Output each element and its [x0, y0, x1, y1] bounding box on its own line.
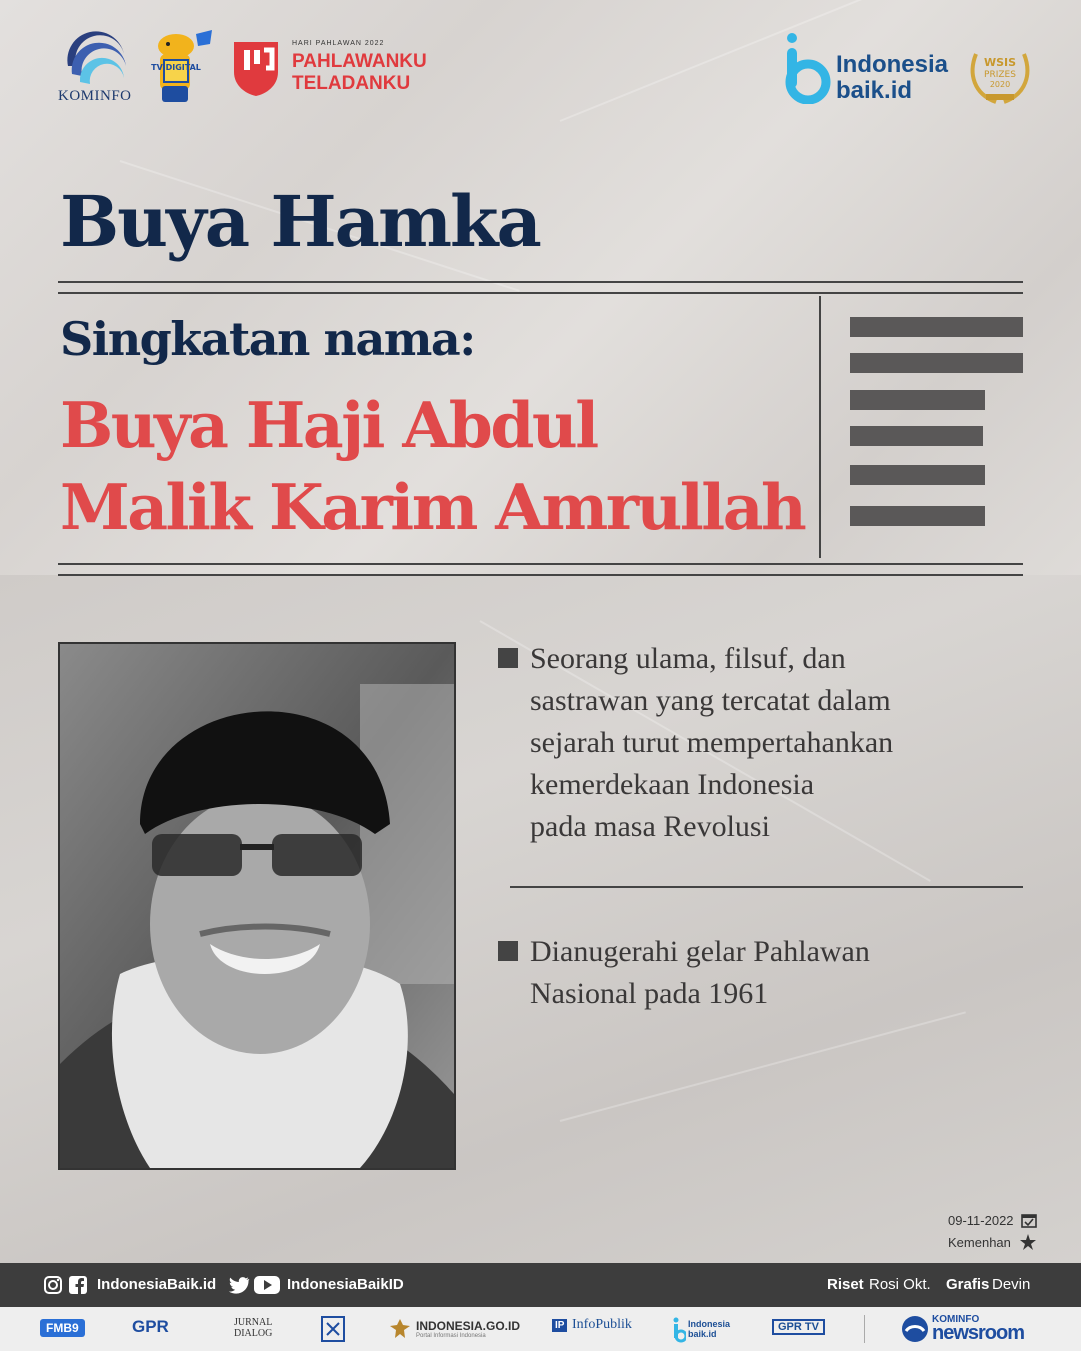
indonesiabaik-small-logo	[688, 1319, 730, 1339]
site-handle[interactable]: IndonesiaBaik.id	[97, 1276, 217, 1293]
jurnal-line1: JURNAL	[234, 1317, 273, 1328]
kominfo-wordmark: KOMINFO	[58, 88, 132, 104]
divider	[58, 281, 1023, 283]
instagram-icon[interactable]	[43, 1275, 63, 1295]
full-name-line2: Malik Karim Amrullah	[60, 470, 805, 544]
wsis-line1: WSIS	[983, 56, 1017, 69]
garuda-icon	[388, 1317, 412, 1341]
divider	[510, 886, 1023, 888]
decorative-bar	[850, 317, 1023, 337]
divider	[58, 563, 1023, 565]
divider	[819, 296, 821, 558]
kominfo-newsroom-icon	[900, 1315, 930, 1343]
pahlawanku-line1: PAHLAWANKU	[292, 51, 427, 72]
fact-1-line2: sastrawan yang tercatat dalam	[530, 684, 891, 717]
grafis-label: Grafis	[946, 1276, 990, 1293]
fact-2	[530, 931, 870, 1015]
facebook-icon[interactable]	[68, 1275, 88, 1295]
partner-logos-strip	[0, 1307, 1081, 1351]
riset-label: Riset	[827, 1276, 864, 1293]
fact-1-line1: Seorang ulama, filsuf, dan	[530, 642, 846, 675]
riset-name: Rosi Okt.	[869, 1276, 931, 1293]
source-label: Kemenhan	[948, 1235, 1011, 1250]
wsis-prizes-laurel-icon	[966, 44, 1034, 108]
publish-date: 09-11-2022	[948, 1213, 1014, 1228]
gpr-tv-logo: GPR TV	[772, 1319, 825, 1335]
fact-1	[530, 638, 893, 848]
calendar-icon	[1021, 1212, 1037, 1228]
decorative-bar	[850, 390, 985, 410]
fact-1-line3: sejarah turut mempertahankan	[530, 726, 894, 759]
fact-2-line2: Nasional pada 1961	[530, 977, 769, 1010]
tv-digital-mascot	[146, 24, 218, 106]
wsis-line3: 2020	[989, 80, 1011, 89]
subtitle: Singkatan nama:	[60, 312, 475, 366]
indonesiabaik-wordmark	[836, 52, 948, 104]
indonesiabaik-small-icon	[672, 1317, 686, 1343]
portrait-illustration	[60, 644, 454, 1168]
fmb9-logo: FMB9	[40, 1319, 85, 1337]
pahlawanku-line2: TELADANKU	[292, 73, 411, 94]
hari-pahlawan-label: HARI PAHLAWAN 2022	[292, 40, 385, 47]
bullet-square-icon	[498, 648, 518, 668]
grafis-name: Devin	[992, 1276, 1031, 1293]
indonesia-go-id-tagline: Portal Informasi Indonesia	[416, 1333, 486, 1339]
youtube-icon[interactable]	[254, 1276, 280, 1294]
divider	[58, 574, 1023, 576]
hari-pahlawan-shield-icon	[230, 38, 282, 98]
decorative-bar	[850, 465, 985, 485]
bullet-square-icon	[498, 941, 518, 961]
page-title: Buya Hamka	[60, 180, 540, 263]
divider	[864, 1315, 865, 1343]
indonesiabaik-line2: baik.id	[836, 77, 913, 104]
decorative-bar	[850, 506, 985, 526]
wsis-line2: PRIZES	[984, 70, 1016, 80]
indonesiabaik-logo-icon	[782, 30, 832, 104]
divider	[58, 292, 1023, 294]
full-name	[60, 384, 804, 548]
fact-1-line4: kemerdekaan Indonesia	[530, 768, 815, 801]
jurnal-dialog-logo	[234, 1317, 272, 1339]
twitter-icon[interactable]	[228, 1275, 250, 1295]
pahlawanku-teladanku	[292, 51, 427, 95]
fact-2-line1: Dianugerahi gelar Pahlawan	[530, 935, 870, 968]
full-name-line1: Buya Haji Abdul	[60, 388, 597, 462]
indonesiabaik-line1: Indonesia	[836, 51, 949, 78]
source-pin-icon	[1019, 1233, 1037, 1251]
portrait-photo	[58, 642, 456, 1170]
kominfo-small-label: KOMINFO	[932, 1314, 980, 1325]
decorative-bar	[850, 426, 983, 446]
tv-badge-text: TV DIGITAL	[151, 63, 201, 72]
social-handle[interactable]: IndonesiaBaikID	[287, 1276, 404, 1293]
jurnal-line2: DIALOG	[234, 1328, 273, 1339]
partner-emblem-icon	[320, 1315, 346, 1343]
footer-bar	[0, 1263, 1081, 1307]
newsroom-logo: newsroom	[932, 1322, 1025, 1344]
fact-1-line5: pada masa Revolusi	[530, 810, 770, 843]
ib-small-line1: Indonesia	[688, 1319, 731, 1329]
infopublik-logo: InfoPublik	[572, 1317, 632, 1332]
ib-small-line2: baik.id	[688, 1329, 717, 1339]
indonesia-go-id-logo: INDONESIA.GO.ID	[416, 1319, 521, 1333]
decorative-bar	[850, 353, 1023, 373]
ip-badge-icon: IP	[552, 1319, 567, 1332]
gpr-logo: GPR	[132, 1317, 169, 1336]
